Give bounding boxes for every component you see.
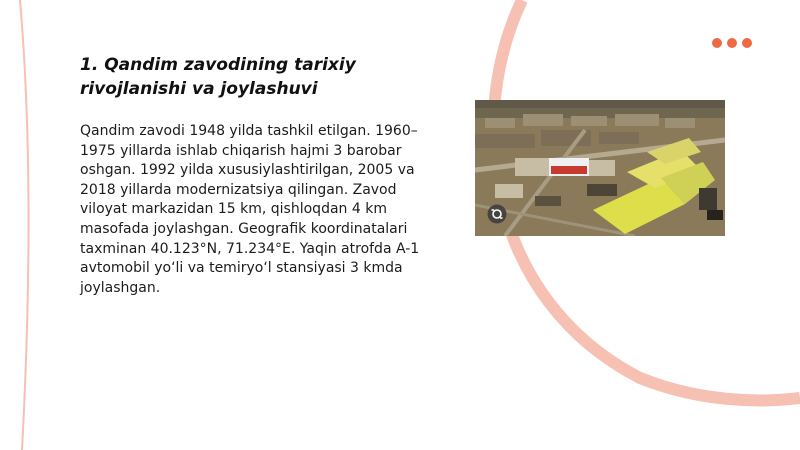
dot-icon: [742, 38, 752, 48]
dot-icon: [727, 38, 737, 48]
lens-icon[interactable]: [487, 204, 507, 224]
left-edge-arc: [20, 0, 29, 450]
slide-title: 1. Qandim zavodining tarixiy rivojlanishi va joylashuvi: [80, 55, 356, 99]
slide-body-text: Qandim zavodi 1948 yilda tashkil etilgan. 1960–1975 yillarda ishlab chiqarish hajmi 3 barobar oshgan. 1992 yilda xususiylashtirilgan, 2005 va 2018 yillarda modernizatsiya qilingan. Zavod viloyat markazidan 15 km, qishloqdan 4 km masofada joylashgan. Geografik koordinatalari taxminan 40.123°N, 71.234°E. Yaqin atrofda A-1 avtomobil yo‘li va temiryo‘l stansiyasi 3 kmda joylashgan.: [80, 123, 420, 296]
dot-icon: [712, 38, 722, 48]
factory-aerial-photo: [475, 100, 725, 236]
slide-dots: [712, 38, 752, 48]
